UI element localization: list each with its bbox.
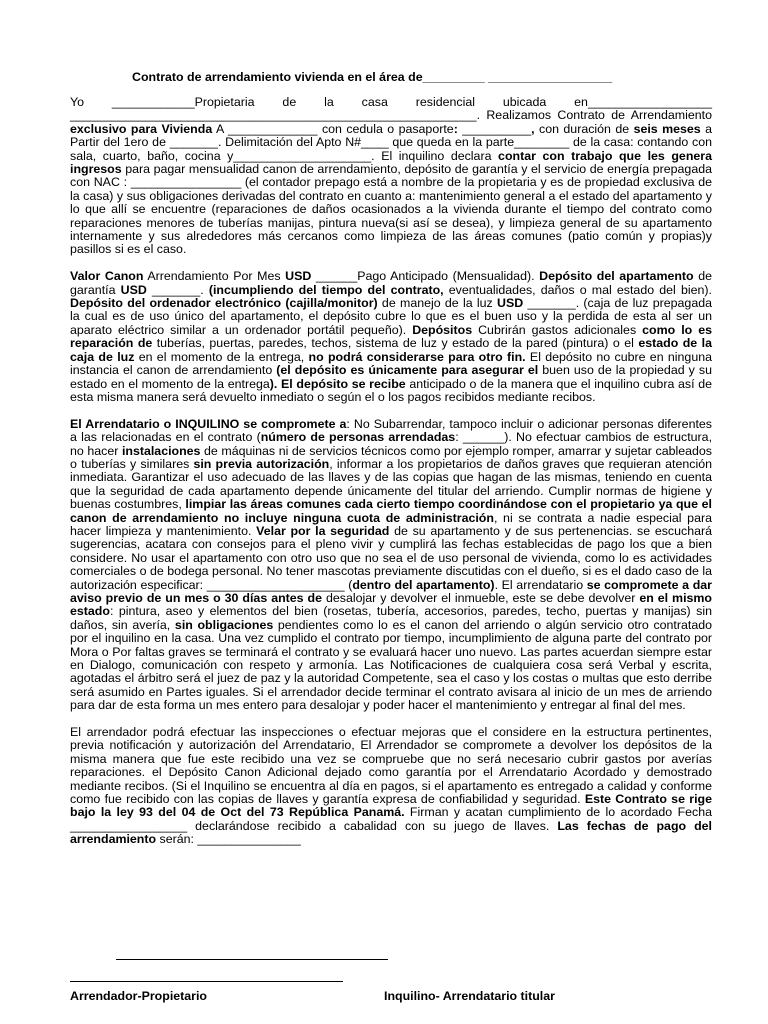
bold-text-run: : [453,121,458,136]
bold-text-run: ). El depósito se recibe [269,376,406,391]
text-run: de garantía [70,269,713,297]
contract-title: Contrato de arrendamiento vivienda en el área de_________ __________________ [132,70,613,84]
text-run: en el momento de la entrega, [134,349,309,364]
bold-text-run: número de personas arrendadas [260,430,456,445]
text-run: , informar a los propietarios de daños graves que requieran atención inmediata. Garantizar el uso adecuado de las llaves y de las copias que hagan de las mismas, teniendo en cuenta que la seguridad de cada apartamento depende únicamente del titular del arriendo. Cumplir normas de higiene y buenas costumbres, [70,456,712,512]
bold-text-run: estado de la caja de luz [70,336,712,364]
text-run: anticipado o de la manera que el inquilino cubra así de esta misma manera será devuelto inmediato o según el o los pagos recibidos mediante recibos. [70,376,712,404]
text-run: : pintura, aseo y elementos del bien (rosetas, tubería, accesorios, paredes, techo, puertas y manijas) sin daños, sin avería, [70,604,712,632]
bold-text-run: limpiar las áreas comunes cada cierto tiempo coordinándose con el propietario ya que el canon de arrendamiento no incluye ninguna cuota de administración [70,497,712,525]
text-run: con duración de [534,121,634,136]
text-run: desalojar y devolver el inmueble, este se debe devolver [322,591,640,605]
bold-text-run: Velar por la seguridad [256,523,390,538]
bold-text-run: contar con trabajo que les genera ingresos [70,148,713,177]
signature-line-top [116,959,388,960]
bold-text-run: Este Contrato se rige bajo la ley 93 del 04 de Oct del 73 República Panamá. [70,792,712,820]
bold-text-run: instalaciones [121,443,201,458]
landlord-signature-label: Arrendador-Propietario [70,989,208,1003]
paragraph-payments-deposits [70,270,712,404]
text-run: Yo ____________Propietaria de la casa residencial ubicada en__________________ ___________________________________________________________. Realizamos Contrato de Arrendamiento [70,95,712,123]
text-run: . El arrendatario [494,577,587,592]
text-run: serán: _______________ [156,832,301,847]
paragraph-parties [70,96,712,257]
text-run: : No Subarrendar, tampoco incluir o adicionar personas diferentes a las relacionadas en el contrato ( [70,416,712,445]
bold-text-run: como lo es reparación de [70,322,713,351]
text-run: _______. (caja de luz prepagada la cual es de uso único del apartamento, el depósito cubre lo que es el buen uso y la perdida de esta al ser un aparato eléctrico similar a un ordenador portátil pequeño). [70,296,712,337]
text-run: Cubrirán gastos adicionales [472,322,643,337]
bold-text-run: en el mismo estado [70,591,712,619]
text-run: para pagar mensualidad canon de arrendamiento, depósito de garantía y el servicio de energía prepagada con NAC : ________________ (el contador prepago está a nombre de la propietaria y es de propiedad exclusiva de la casa) y sus obligaciones derivadas del contrato en cuanto a: mantenimiento general a el estado del apartamento y lo que allí se encuentre (reparaciones de daños ocasionados a la vivienda durante el tiempo del contrato como reparaciones menores de tuberías manijas, pintura nueva(si así se desea), y limpieza general de su apartamento internamente y sus alrededores más cercanos como limpieza de las áreas comunes (patio común y propias)y pasillos si es el caso. [70,162,712,257]
bold-text-run: sin obligaciones [174,617,274,632]
text-run: _______. [146,282,209,297]
paragraph-landlord-terms [70,726,712,847]
bold-text-run: USD [120,282,147,297]
text-run: __________ [457,121,532,136]
text-run: de su apartamento y de sus pertenencias. se escuchará sugerencias, acatara con consejos para el pleno vivir y cumplirá las fechas establecidas de pago los que a bien considere. No usar el apartamento con otro uso que no sea el de uso personal de vivienda, como lo es actividades comerciales o de bodega personal. No tener mascotas previamente discutidas con el dueño, si es el dado caso de la autorización especificar: ____________________ ( [70,523,713,592]
text-run: a Partir del 1ero de _______. Delimitación del Apto N#____ que queda en la parte________ de la casa: contando con sala, cuarto, baño, cocina y____________________. El inquilino declara [70,121,712,163]
text-run: tuberías, puertas, paredes, techos, sistema de luz y estado de la pared (pintura) o el [152,336,639,351]
bold-text-run: seis meses [633,121,701,136]
bold-text-run: se compromete a dar aviso previo de un mes o 30 días antes de [70,577,712,605]
bold-text-run: , [531,121,535,136]
signature-line-landlord [70,981,343,982]
bold-text-run: USD [497,296,524,311]
text-run: Firman y acatan cumplimiento de lo acordado Fecha _________________ declarándose recibido a cabalidad con su juego de llaves. [70,805,713,833]
bold-text-run: Depósito del apartamento [539,269,694,284]
text-run: buen uso de la propiedad y su estado en el momento de la entrega [70,363,712,391]
bold-text-run: Las fechas de pago del arrendamiento [70,818,713,847]
bold-text-run: no podrá considerarse para otro fin. [308,349,526,364]
tenant-signature-label: Inquilino- Arrendatario titular [384,989,555,1003]
text-run: eventualidades, daños o mal estado del bien). [443,282,712,297]
bold-text-run: Depósitos [412,322,473,337]
text-run: A _____________ con cedula o pasaporte [212,121,454,136]
text-run: El depósito no cubre en ninguna instancia el canon de arrendamiento [70,349,712,378]
text-run: Arrendamiento Por Mes [143,269,286,284]
contract-page [70,70,712,847]
text-run: : ______). No efectuar cambios de estructura, no hacer [70,430,713,458]
text-run: El arrendador podrá efectuar las inspecciones o efectuar mejoras que el considere en la estructura pertinentes, previa notificación y autorización del Arrendatario, El Arrendador se compromete a devolver los depósitos de la misma manera que fue este recibido una vez se compruebe que no será necesario cubrir gastos por averías reparaciones. el Depósito Canon Adicional dejado como garantía por el Arrendatario Acordado y demostrado mediante recibos. (Si el Inquilino se encuentra al día en pagos, si el apartamento es entregado a calidad y conforme como fue recibido con las copias de llaves y garantía expresa de confiabilidad y seguridad. [70,725,712,807]
text-run: pendientes como lo es el canon del arriendo o algún servicio otro contratado por el inquilino en la casa. Una vez cumplido el contrato por tiempo, incumplimiento de alguna parte del contrato por Mora o Por faltas graves se terminará el contrato y se evaluará hacer uno nuevo. Las partes acuerdan siempre estar en Dialogo, comunicación con respeto y armonía. Las Notificaciones de cualquiera cosa será Verbal y escrita, agotadas el árbitro será el juez de paz y la autoridad Competente, sea el caso y los costas o multas que esto derribe será asumido en Partes iguales. Si el arrendador decide terminar el contrato avisara al inicio de un mes de arriendo para dar de esta forma un mes entero para desalojar y poder hacer el mantenimiento y entregar al final del mes. [70,617,713,713]
text-run: de máquinas ni de servicios técnicos como por ejemplo romper, amarrar y sujetar cableados o tuberías y similares [70,443,712,471]
paragraph-tenant-obligations [70,418,712,713]
bold-text-run: Depósito del ordenador electrónico (cajilla/monitor) [70,296,378,311]
bold-text-run: sin previa autorización [193,456,330,471]
text-run: ______Pago Anticipado (Mensualidad). [311,269,540,284]
bold-text-run: dentro del apartamento) [352,577,495,592]
signature-block [70,959,712,1009]
bold-text-run: (el depósito es únicamente para asegurar el [276,363,539,378]
text-run: , ni se contrata a nadie especial para hacer limpieza y mantenimiento. [70,510,712,538]
text-run: de manejo de la luz [377,296,498,311]
bold-text-run: Valor Canon [70,269,144,284]
bold-text-run: El Arrendatario o INQUILINO se compromete a [70,416,347,431]
bold-text-run: exclusivo para Vivienda [70,121,213,136]
bold-text-run: USD [285,269,312,284]
bold-text-run: (incumpliendo del tiempo del contrato, [208,282,444,297]
